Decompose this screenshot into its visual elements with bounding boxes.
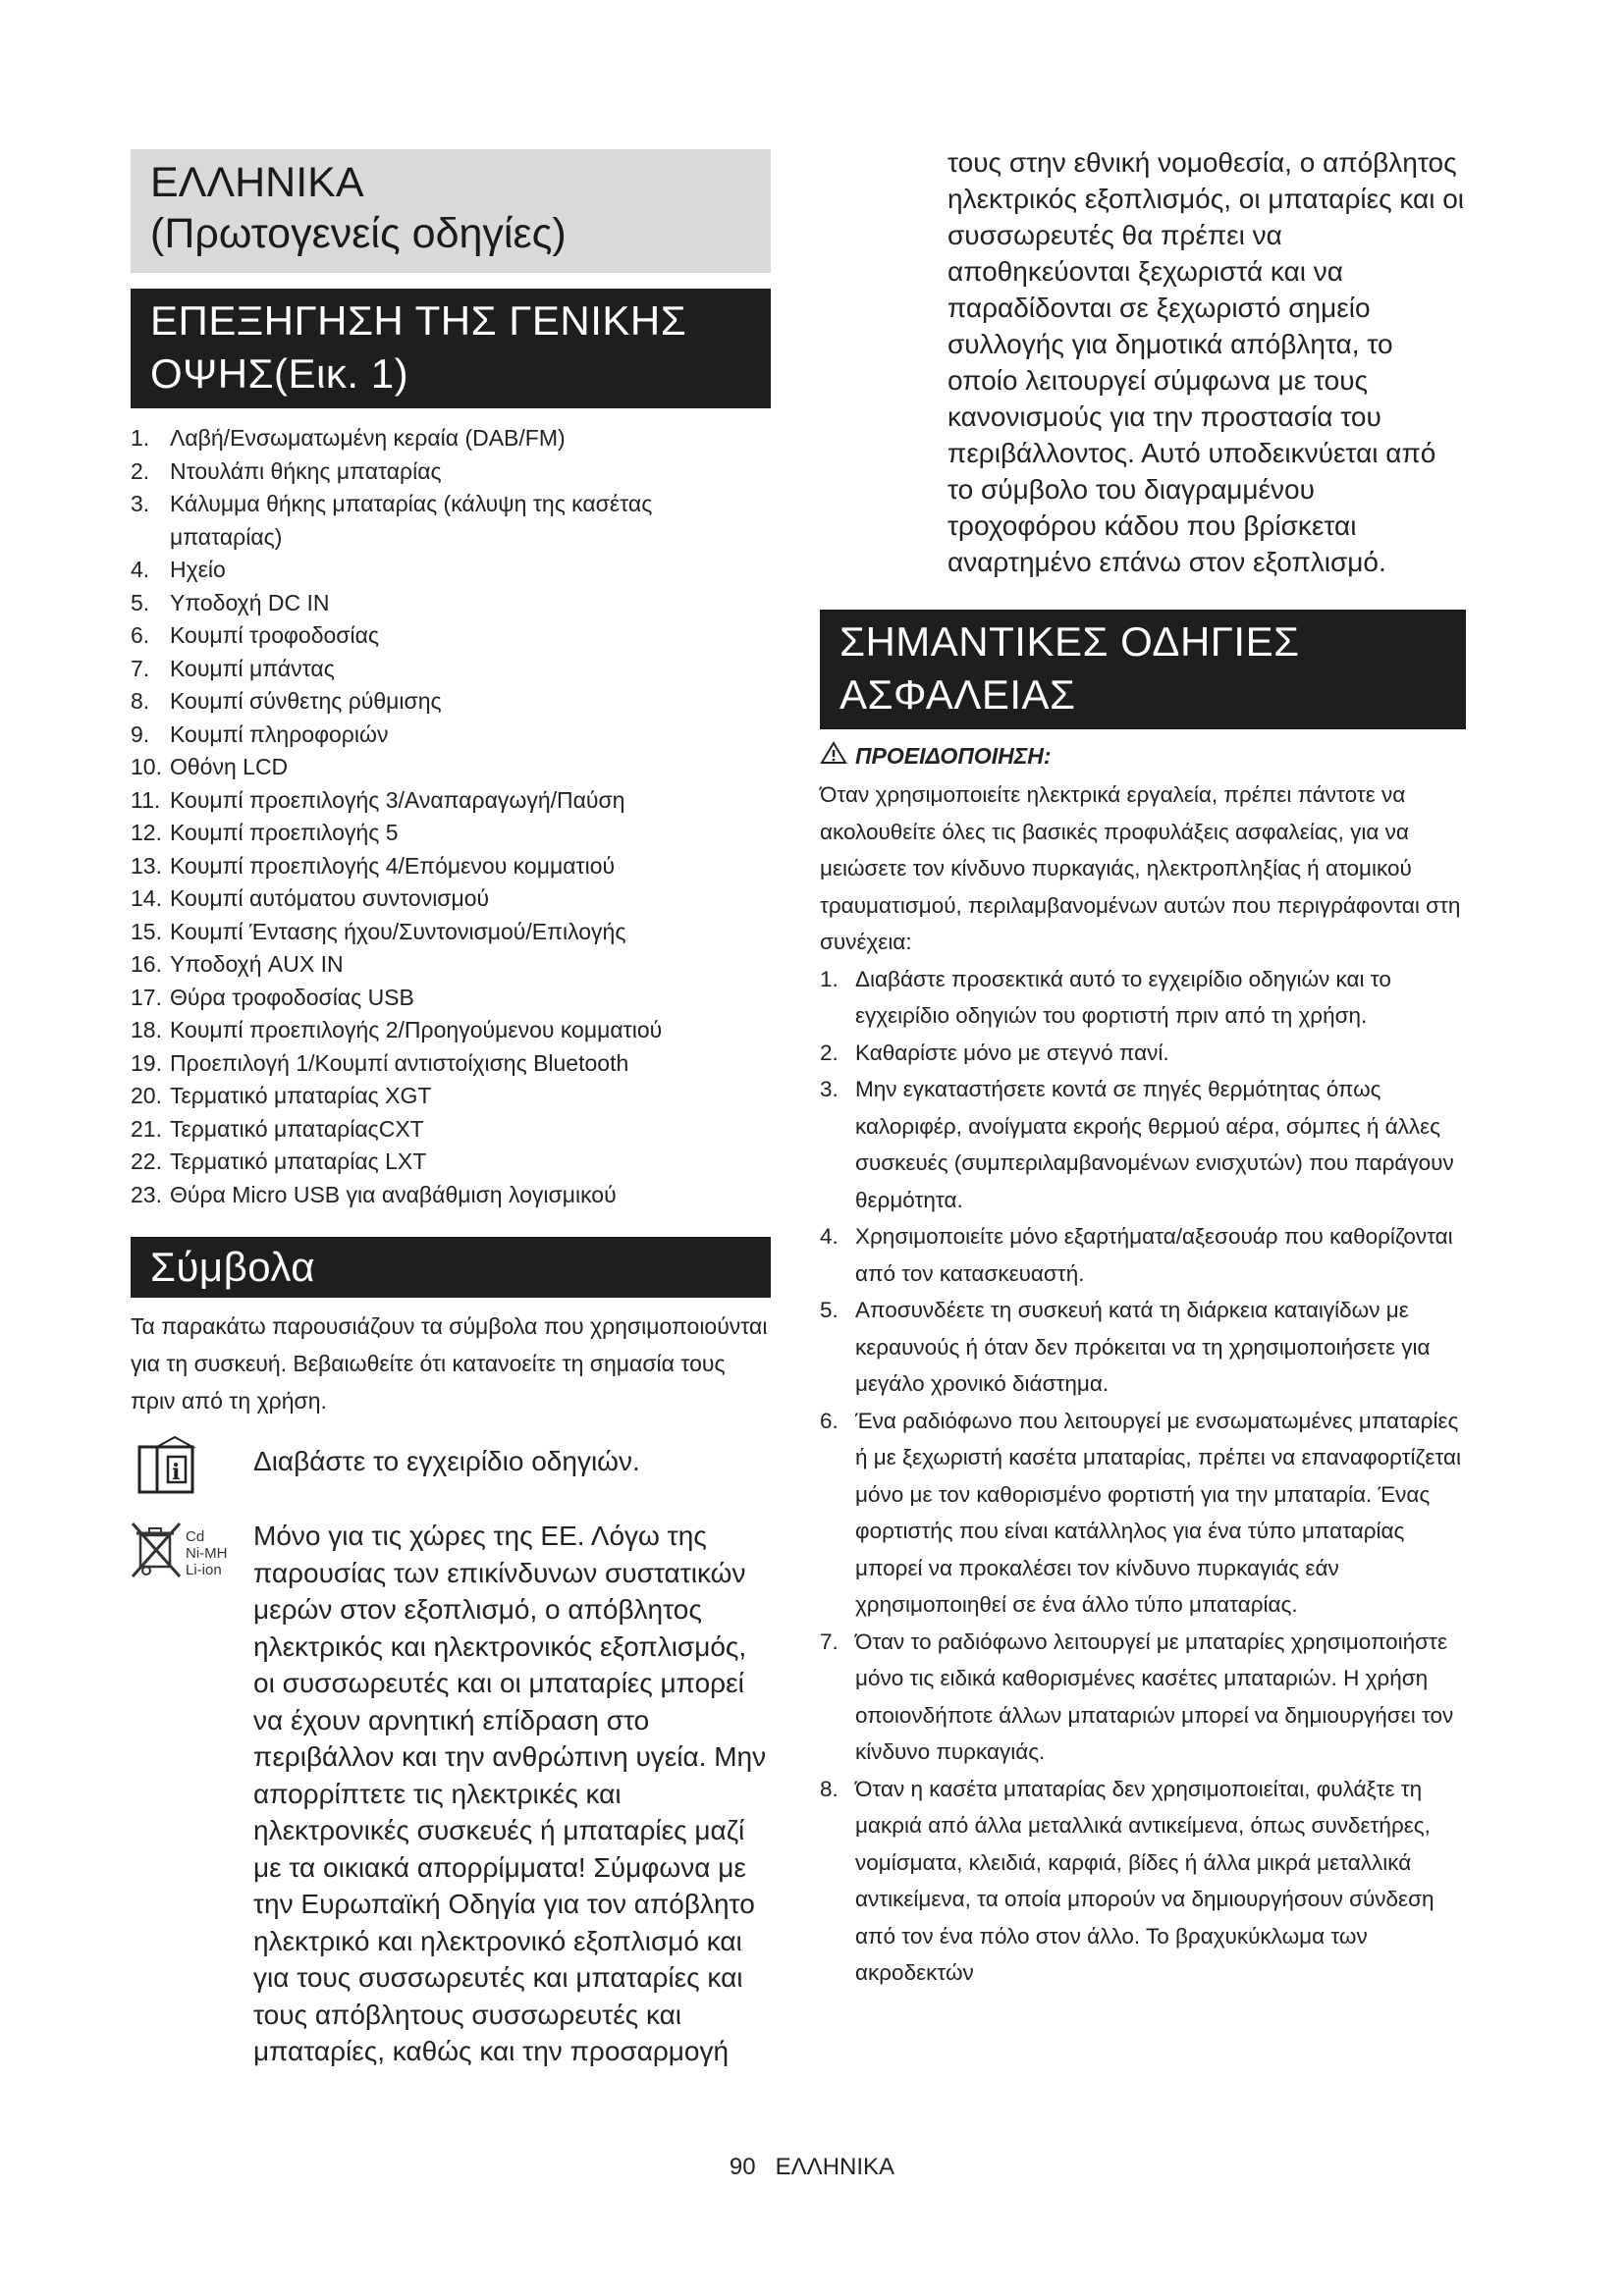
bin-label-nimh: Ni-MH [186, 1545, 228, 1562]
list-item-text: Ηχείο [170, 557, 226, 582]
list-item-number: 10. [131, 754, 162, 779]
crossed-bin-icon [131, 1518, 253, 1596]
overview-heading-line1: ΕΠΕΞΗΓΗΣΗ ΤΗΣ ΓΕΝΙΚΗΣ [150, 297, 687, 344]
list-item [820, 1218, 1466, 1292]
bin-label-cd: Cd [186, 1528, 205, 1545]
list-item-number: 21. [131, 1115, 162, 1142]
list-item-number: 22. [131, 1148, 162, 1174]
footer-language: ΕΛΛΗΝΙΚΑ [775, 2154, 895, 2180]
list-item-text: Λαβή/Ενσωματωμένη κεραία (DAB/FM) [170, 425, 566, 451]
symbol-manual-text: Διαβάστε το εγχειρίδιο οδηγιών. [253, 1446, 640, 1476]
list-item-number: 8. [131, 688, 150, 714]
overview-heading [131, 289, 771, 408]
list-item-number: 23. [131, 1181, 162, 1207]
list-item-text: Κουμπί μπάντας [170, 655, 335, 681]
list-item [131, 850, 771, 883]
warning-title [820, 741, 1466, 771]
list-item-number: 2. [131, 457, 150, 484]
list-item-number: 14. [131, 885, 162, 911]
list-item [820, 1403, 1466, 1624]
list-item-text: Ένα ραδιόφωνο που λειτουργεί με ενσωματωμένες μπαταρίες ή με ξεχωριστή κασέτα μπαταρίας, πρέπει να επαναφορτίζεται μόνο με τον καθορισμένο φορτιστή για την μπαταρία. Ένας φορτιστής που είναι κατάλληλος για ένα τύπο μπαταρίας μπορεί να προκαλέσει τον κίνδυνο πυρκαγιάς εάν χρησιμοποιηθεί σε ένα άλλο τύπο μπαταρίας. [855, 1408, 1462, 1617]
list-item [131, 1113, 771, 1147]
list-item-text: Χρησιμοποιείτε μόνο εξαρτήματα/αξεσουάρ που καθορίζονται από τον κατασκευαστή. [855, 1224, 1453, 1286]
safety-heading-line2: ΑΣΦΑΛΕΙΑΣ [839, 671, 1076, 718]
list-item [131, 882, 771, 916]
list-item-text: Θύρα Micro USB για αναβάθμιση λογισμικού [170, 1181, 617, 1207]
list-item-number: 17. [131, 984, 162, 1010]
list-item-number: 12. [131, 820, 162, 845]
overview-heading-line2: ΟΨΗΣ(Εικ. 1) [150, 350, 409, 397]
list-item [131, 751, 771, 784]
list-item [131, 554, 771, 587]
list-item-text: Κουμπί Έντασης ήχου/Συντονισμού/Επιλογής [170, 918, 626, 944]
list-item-number: 13. [131, 852, 162, 879]
list-item-text: Οθόνη LCD [170, 754, 289, 779]
list-item-number: 7. [131, 655, 150, 681]
list-item-number: 6. [820, 1408, 839, 1433]
list-item-text: Μην εγκαταστήσετε κοντά σε πηγές θερμότητας όπως καλοριφέρ, ανοίγματα εκροής θερμού αέρα, σόμπες ή άλλες συσκευές (συμπεριλαμβανομένων ενισχυτών) που παράγουν θερμότητα. [855, 1077, 1454, 1212]
symbol-manual-row [131, 1433, 771, 1502]
list-item-text: Κουμπί προεπιλογής 2/Προηγούμενου κομματιού [170, 1017, 663, 1042]
list-item-number: 7. [820, 1629, 839, 1654]
list-item-number: 4. [820, 1224, 839, 1249]
list-item-number: 19. [131, 1049, 162, 1076]
list-item-text: Θύρα τροφοδοσίας USB [170, 984, 414, 1010]
list-item [131, 1080, 771, 1113]
list-item [820, 1292, 1466, 1403]
list-item-text: Όταν το ραδιόφωνο λειτουργεί με μπαταρίες χρησιμοποιήστε μόνο τις ειδικά καθορισμένες κασέτες μπαταριών. Η χρήση οποιονδήποτε άλλων μπαταριών μπορεί να δημιουργήσει τον κίνδυνο πυρκαγιάς. [855, 1629, 1454, 1764]
warning-triangle-icon [820, 741, 847, 771]
list-item-number: 15. [131, 918, 162, 944]
list-item [131, 982, 771, 1015]
list-item [131, 817, 771, 850]
page-footer [0, 2154, 1624, 2181]
list-item [131, 1047, 771, 1081]
symbols-heading [131, 1237, 771, 1298]
list-item [131, 948, 771, 982]
safety-heading-line1: ΣΗΜΑΝΤΙΚΕΣ ΟΔΗΓΙΕΣ [839, 618, 1300, 665]
list-item-text: Αποσυνδέετε τη συσκευή κατά τη διάρκεια καταιγίδων με κεραυνούς ή όταν δεν πρόκειται να τη χρησιμοποιήσετε για μεγάλο χρονικό διάστημα. [855, 1298, 1431, 1396]
symbols-heading-text: Σύμβολα [150, 1244, 315, 1290]
left-column [131, 149, 771, 2070]
list-item-text: Κάλυμμα θήκης μπαταρίας (κάλυψη της κασέτας μπαταρίας) [170, 491, 653, 550]
list-item [131, 784, 771, 818]
list-item-number: 11. [131, 786, 161, 813]
list-item [131, 1146, 771, 1179]
list-item-text: Υποδοχή AUX IN [170, 951, 344, 977]
list-item-text: Κουμπί τροφοδοσίας [170, 622, 379, 648]
bin-label-liion: Li-ion [186, 1562, 222, 1578]
continued-text: τους στην εθνική νομοθεσία, ο απόβλητος ηλεκτρικός εξοπλισμός, οι μπαταρίες και οι συσσωρευτές θα πρέπει να αποθηκεύονται ξεχωριστά και να παραδίδονται σε ξεχωριστό σημείο συλλογής για δημοτικά απόβλητα, το οποίο λειτουργεί σύμφωνα με τους κανονισμούς για την προστασία του περιβάλλοντος. Αυτό υποδεικνύεται από το σύμβολο του διαγραμμένου τροχοφόρου κάδου που βρίσκεται αναρτημένο επάνω στον εξοπλισμό. [947, 147, 1464, 577]
list-item-number: 1. [820, 966, 839, 991]
list-item [131, 455, 771, 489]
language-title: ΕΛΛΗΝΙΚΑ [150, 159, 364, 206]
list-item-number: 18. [131, 1017, 162, 1042]
list-item-text: Κουμπί πληροφοριών [170, 721, 389, 747]
list-item-text: Διαβάστε προσεκτικά αυτό το εγχειρίδιο οδηγιών και το εγχειρίδιο οδηγιών του φορτιστή πριν από τη χρήση. [855, 966, 1391, 1028]
list-item [131, 488, 771, 554]
list-item [131, 1179, 771, 1212]
list-item-text: Όταν η κασέτα μπαταρίας δεν χρησιμοποιείται, φυλάξτε τη μακριά από άλλα μεταλλικά αντικείμενα, όπως συνδετήρες, νομίσματα, κλειδιά, καρφιά, βίδες ή άλλα μικρά μεταλλικά αντικείμενα, τα οποία μπορούν να δημιουργήσουν σύνδεση από τον ένα πόλο στον άλλο. Το βραχυκύκλωμα των ακροδεκτών [855, 1776, 1435, 1985]
list-item [820, 1035, 1466, 1072]
symbol-bin-text: Μόνο για τις χώρες της ΕΕ. Λόγω της παρουσίας των επικίνδυνων συστατικών μερών στον εξοπλισμό, ο απόβλητος ηλεκτρικός και ηλεκτρονικός εξοπλισμός, οι συσσωρευτές και οι μπαταρίες μπορεί να έχουν αρνητική επίδραση στο περιβάλλον και την ανθρώπινη υγεία. Μην απορρίπτετε τις ηλεκτρικές και ηλεκτρονικές συσκευές ή μπαταρίες μαζί με τα οικιακά απορρίμματα! Σύμφωνα με την Ευρωπαϊκή Οδηγία για τον απόβλητο ηλεκτρικό και ηλεκτρονικό εξοπλισμό και για τους συσσωρευτές και μπαταρίες και τους απόβλητους συσσωρευτές και μπαταρίες, καθώς και την προσαρμογή [253, 1521, 767, 2066]
warning-label: ΠΡΟΕΙΔΟΠΟΙΗΣΗ: [855, 742, 1052, 769]
list-item-number: 8. [820, 1776, 839, 1801]
right-column [820, 144, 1466, 1992]
list-item-number: 3. [820, 1077, 839, 1101]
list-item [131, 685, 771, 719]
list-item-text: Κουμπί αυτόματου συντονισμού [170, 885, 490, 911]
list-item-text: Κουμπί προεπιλογής 5 [170, 820, 399, 845]
list-item-text: Κουμπί σύνθετης ρύθμισης [170, 688, 442, 714]
list-item-text: Προεπιλογή 1/Κουμπί αντιστοίχισης Bluetooth [170, 1049, 629, 1076]
list-item-number: 6. [131, 622, 150, 648]
list-item [820, 1624, 1466, 1771]
language-subtitle: (Πρωτογενείς οδηγίες) [150, 210, 567, 257]
list-item [131, 619, 771, 653]
read-manual-icon [131, 1433, 253, 1502]
list-item-number: 5. [820, 1298, 839, 1322]
list-item [820, 961, 1466, 1035]
symbol-bin-row [131, 1518, 771, 2070]
list-item-number: 4. [131, 557, 150, 582]
language-header [131, 149, 771, 273]
list-item-number: 3. [131, 491, 150, 516]
list-item-number: 20. [131, 1083, 162, 1108]
list-item [131, 587, 771, 620]
list-item-number: 5. [131, 589, 150, 615]
list-item-text: Τερματικό μπαταρίας XGT [170, 1083, 432, 1108]
list-item [131, 653, 771, 686]
list-item [131, 916, 771, 949]
safety-heading [820, 610, 1466, 729]
list-item [131, 422, 771, 455]
list-item-text: Κουμπί προεπιλογής 4/Επόμενου κομματιού [170, 852, 616, 879]
list-item-number: 2. [820, 1040, 839, 1065]
list-item-text: Τερματικό μπαταρίαςCXT [170, 1115, 424, 1142]
list-item [131, 1014, 771, 1047]
warning-body: Όταν χρησιμοποιείτε ηλεκτρικά εργαλεία, πρέπει πάντοτε να ακολουθείτε όλες τις βασικές προφυλάξεις ασφαλείας, για να μειώσετε τον κίνδυνο πυρκαγιάς, ηλεκτροπληξίας ή ατομικού τραυματισμού, περιλαμβανομένων αυτών που περιγράφονται στη συνέχεια: [820, 782, 1461, 954]
list-item-text: Κουμπί προεπιλογής 3/Αναπαραγωγή/Παύση [170, 786, 625, 813]
page-number: 90 [729, 2154, 756, 2180]
list-item-text: Υποδοχή DC IN [170, 589, 330, 615]
svg-text:i: i [172, 1460, 181, 1485]
symbols-intro: Τα παρακάτω παρουσιάζουν τα σύμβολα που χρησιμοποιούνται για τη συσκευή. Βεβαιωθείτε ότι κατανοείτε τη σημασία τους πριν από τη χρήση. [131, 1313, 768, 1414]
list-item [820, 1071, 1466, 1218]
overview-list [131, 422, 771, 1211]
list-item-number: 9. [131, 721, 150, 747]
safety-list [820, 961, 1466, 1992]
list-item-text: Καθαρίστε μόνο με στεγνό πανί. [855, 1040, 1169, 1065]
list-item-number: 1. [131, 425, 150, 451]
list-item [820, 1771, 1466, 1992]
list-item-number: 16. [131, 951, 162, 977]
list-item-text: Ντουλάπι θήκης μπαταρίας [170, 457, 442, 484]
list-item-text: Τερματικό μπαταρίας LXT [170, 1148, 427, 1174]
list-item [131, 719, 771, 752]
